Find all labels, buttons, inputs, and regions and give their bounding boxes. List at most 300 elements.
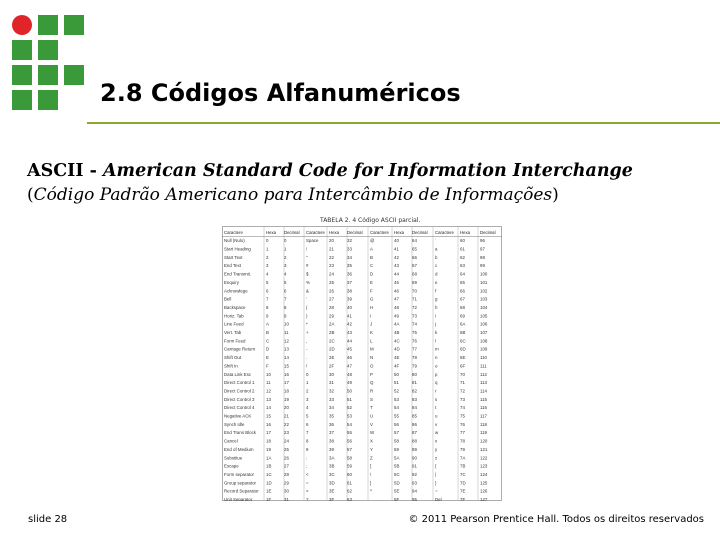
table-cell: 26 bbox=[284, 455, 289, 461]
table-cell: 65 bbox=[412, 246, 417, 252]
table-cell: 4 bbox=[306, 405, 309, 411]
table-cell: | bbox=[435, 471, 437, 477]
table-cell: 52 bbox=[347, 405, 352, 411]
table-cell: Space bbox=[306, 238, 319, 244]
table-cell: 2 bbox=[306, 388, 309, 394]
table-cell: 7 bbox=[284, 296, 287, 302]
table-cell: W bbox=[370, 430, 375, 436]
table-cell: 96 bbox=[480, 238, 485, 244]
table-cell: " bbox=[306, 254, 308, 260]
table-cell: 66 bbox=[412, 254, 417, 260]
table-cell: d bbox=[435, 271, 438, 277]
table-cell: s bbox=[435, 396, 438, 402]
table-cell: 24 bbox=[284, 438, 289, 444]
table-cell: 2D bbox=[329, 346, 335, 352]
table-cell: 6 bbox=[284, 288, 287, 294]
table-cell: End Text bbox=[224, 263, 242, 269]
table-header-cell: Caractere bbox=[306, 230, 325, 235]
table-header-cell: Caractere bbox=[224, 230, 243, 235]
table-cell: 91 bbox=[412, 463, 417, 469]
table-cell: 79 bbox=[412, 363, 417, 369]
table-cell: 30 bbox=[329, 371, 334, 377]
table-cell: 4F bbox=[394, 363, 400, 369]
table-cell: F bbox=[266, 363, 269, 369]
table-cell: 20 bbox=[329, 238, 334, 244]
table-cell: Start Heading bbox=[224, 246, 251, 252]
logo-square bbox=[38, 15, 58, 35]
table-cell: o bbox=[435, 363, 438, 369]
subtitle-line-2 bbox=[27, 185, 559, 205]
table-cell: Negative ACK bbox=[224, 413, 252, 419]
table-cell: ! bbox=[306, 246, 308, 252]
table-cell: 50 bbox=[394, 371, 399, 377]
table-cell: 0 bbox=[306, 371, 309, 377]
table-cell: 22 bbox=[329, 254, 334, 260]
table-cell: 4C bbox=[394, 338, 400, 344]
table-cell: 51 bbox=[394, 380, 399, 386]
table-cell: 38 bbox=[329, 438, 334, 444]
table-header-cell: Decimal bbox=[412, 230, 428, 235]
table-cell: 77 bbox=[412, 346, 417, 352]
table-cell: 6F bbox=[460, 363, 466, 369]
table-cell: 6E bbox=[460, 355, 466, 361]
table-cell: 120 bbox=[480, 438, 488, 444]
table-cell: y bbox=[435, 446, 438, 452]
table-cell: 61 bbox=[460, 246, 465, 252]
table-cell: Data Link Esc bbox=[224, 371, 252, 377]
table-cell: - bbox=[306, 346, 308, 352]
table-cell: 67 bbox=[460, 296, 465, 302]
paren-open: ( bbox=[27, 185, 34, 205]
logo-square bbox=[64, 15, 84, 35]
table-cell: Substitue bbox=[224, 455, 243, 461]
table-cell: ( bbox=[306, 304, 308, 310]
table-cell: 87 bbox=[412, 430, 417, 436]
table-cell: 78 bbox=[412, 355, 417, 361]
table-cell: 17 bbox=[266, 430, 271, 436]
table-cell: 9 bbox=[284, 313, 287, 319]
table-cell: 23 bbox=[329, 263, 334, 269]
table-cell: U bbox=[370, 413, 374, 419]
table-cell: 24 bbox=[329, 271, 334, 277]
table-cell: 121 bbox=[480, 446, 488, 452]
table-cell: 2F bbox=[329, 363, 335, 369]
table-cell: 4D bbox=[394, 346, 400, 352]
slide-title: 2.8 Códigos Alfanuméricos bbox=[100, 79, 461, 107]
table-cell: Unit Separator bbox=[224, 497, 253, 501]
table-cell: p bbox=[435, 371, 438, 377]
table-cell: 62 bbox=[347, 488, 352, 494]
table-cell: 2E bbox=[329, 355, 335, 361]
table-cell: G bbox=[370, 296, 374, 302]
table-cell: 31 bbox=[329, 380, 334, 386]
institution-logo bbox=[12, 15, 87, 110]
table-cell: 4E bbox=[394, 355, 400, 361]
table-cell: 106 bbox=[480, 321, 488, 327]
table-cell: 65 bbox=[460, 279, 465, 285]
subtitle-translation: Código Padrão Americano para Intercâmbio de Informações bbox=[33, 185, 553, 205]
table-cell: ^ bbox=[370, 488, 373, 494]
table-cell: 6 bbox=[266, 288, 269, 294]
table-cell: End of Medium bbox=[224, 446, 254, 452]
table-cell: e bbox=[435, 279, 438, 285]
table-header-cell: Decimal bbox=[480, 230, 496, 235]
table-cell: 127 bbox=[480, 497, 488, 501]
table-cell: 82 bbox=[412, 388, 417, 394]
table-cell: R bbox=[370, 388, 374, 394]
table-cell: 43 bbox=[394, 263, 399, 269]
table-cell: 101 bbox=[480, 279, 488, 285]
table-cell: 92 bbox=[412, 471, 417, 477]
table-cell: 72 bbox=[460, 388, 465, 394]
table-cell: 73 bbox=[460, 396, 465, 402]
table-cell: L bbox=[370, 338, 373, 344]
table-cell: 37 bbox=[329, 430, 334, 436]
table-cell: & bbox=[306, 288, 309, 294]
table-header-cell: Decimal bbox=[347, 230, 363, 235]
table-cell: T bbox=[370, 405, 373, 411]
table-cell: 23 bbox=[284, 430, 289, 436]
table-cell: 25 bbox=[329, 279, 334, 285]
table-cell: 7E bbox=[460, 488, 466, 494]
table-cell: 99 bbox=[480, 263, 485, 269]
table-cell: 71 bbox=[412, 296, 417, 302]
table-cell: 56 bbox=[394, 421, 399, 427]
table-cell: 6C bbox=[460, 338, 466, 344]
table-cell: 53 bbox=[394, 396, 399, 402]
table-cell: a bbox=[435, 246, 438, 252]
logo-red-dot bbox=[12, 15, 32, 35]
table-cell: X bbox=[370, 438, 373, 444]
table-cell: 41 bbox=[394, 246, 399, 252]
subtitle-line-1 bbox=[27, 161, 633, 181]
table-cell: 35 bbox=[347, 263, 352, 269]
table-cell: 7 bbox=[266, 296, 269, 302]
table-cell: 6 bbox=[306, 421, 309, 427]
table-cell: 8 bbox=[266, 304, 269, 310]
table-cell: 26 bbox=[329, 288, 334, 294]
table-cell: End Transmit. bbox=[224, 271, 252, 277]
table-cell: 75 bbox=[460, 413, 465, 419]
table-cell: Z bbox=[370, 455, 373, 461]
table-cell: 70 bbox=[412, 288, 417, 294]
table-cell: 32 bbox=[329, 388, 334, 394]
table-cell: 7B bbox=[460, 463, 466, 469]
table-cell: B bbox=[266, 330, 269, 335]
table-cell: 3E bbox=[329, 488, 335, 494]
table-cell: 108 bbox=[480, 338, 488, 344]
table-cell: 79 bbox=[460, 446, 465, 452]
subtitle-ascii: ASCII - bbox=[27, 161, 103, 181]
table-cell: 71 bbox=[460, 380, 465, 386]
table-cell: 36 bbox=[329, 421, 334, 427]
table-cell: z bbox=[435, 455, 438, 461]
table-cell: Form Feed bbox=[224, 338, 246, 344]
table-cell: 40 bbox=[347, 304, 352, 310]
table-cell: 5 bbox=[306, 413, 309, 419]
table-cell: 34 bbox=[329, 405, 334, 411]
table-cell: 27 bbox=[329, 296, 334, 302]
logo-square bbox=[38, 65, 58, 85]
table-cell: 1B bbox=[266, 463, 272, 469]
table-cell: } bbox=[435, 480, 437, 486]
logo-square bbox=[38, 40, 58, 60]
table-cell: I bbox=[370, 313, 372, 319]
table-cell: _ bbox=[370, 497, 373, 501]
table-cell: Shift In bbox=[224, 363, 238, 369]
table-cell: > bbox=[306, 488, 309, 494]
table-caption: TABELA 2. 4 Código ASCII parcial. bbox=[320, 217, 421, 224]
table-cell: Direct Control 3 bbox=[224, 396, 255, 402]
table-header-cell: Decimal bbox=[284, 230, 300, 235]
table-cell: Line Feed bbox=[224, 321, 244, 327]
table-cell: 68 bbox=[412, 271, 417, 277]
table-cell: 5D bbox=[394, 480, 400, 486]
table-cell: 9 bbox=[306, 446, 309, 452]
table-cell: 46 bbox=[394, 288, 399, 294]
table-cell: Enquiry bbox=[224, 279, 239, 285]
table-cell: b bbox=[435, 254, 438, 260]
table-cell: 1D bbox=[266, 480, 272, 486]
table-cell: + bbox=[306, 330, 309, 335]
table-cell: ' bbox=[306, 296, 307, 302]
table-cell: 7A bbox=[460, 455, 466, 461]
table-cell: ~ bbox=[435, 488, 438, 494]
table-cell: 5B bbox=[394, 463, 400, 469]
table-cell: . bbox=[306, 355, 308, 361]
table-cell: 5 bbox=[284, 279, 287, 285]
table-cell: 105 bbox=[480, 313, 488, 319]
table-cell: 33 bbox=[329, 396, 334, 402]
table-cell: A bbox=[266, 321, 269, 327]
table-cell: 119 bbox=[480, 430, 487, 436]
table-cell: 35 bbox=[329, 413, 334, 419]
table-cell: k bbox=[435, 330, 438, 335]
table-cell: $ bbox=[306, 271, 309, 277]
table-cell: 14 bbox=[284, 355, 289, 361]
title-divider bbox=[87, 122, 720, 124]
table-cell: C bbox=[370, 263, 374, 269]
table-cell: 73 bbox=[412, 313, 417, 319]
table-cell: 59 bbox=[347, 463, 352, 469]
table-cell: v bbox=[435, 421, 438, 427]
table-cell: 118 bbox=[480, 421, 487, 427]
table-cell: ) bbox=[306, 313, 308, 319]
table-cell: 36 bbox=[347, 271, 352, 277]
copyright-notice: © 2011 Pearson Prentice Hall. Todos os direitos reservados bbox=[408, 514, 704, 525]
table-cell: 13 bbox=[284, 346, 289, 352]
table-cell: 56 bbox=[347, 438, 352, 444]
table-cell: 100 bbox=[480, 271, 488, 277]
table-cell: 45 bbox=[394, 279, 399, 285]
table-cell: Bell bbox=[224, 296, 232, 302]
table-cell: 57 bbox=[394, 430, 399, 436]
table-cell: 28 bbox=[329, 304, 334, 310]
table-cell: l bbox=[435, 338, 436, 344]
table-cell: 69 bbox=[412, 279, 417, 285]
table-cell: 77 bbox=[460, 430, 465, 436]
table-cell: 125 bbox=[480, 480, 488, 486]
table-cell: 8 bbox=[284, 304, 287, 310]
table-cell: 57 bbox=[347, 446, 352, 452]
table-cell: 8 bbox=[306, 438, 309, 444]
table-cell: 7 bbox=[306, 430, 309, 436]
table-cell: 19 bbox=[266, 446, 271, 452]
table-cell: Direct Control 1 bbox=[224, 380, 255, 386]
table-cell: Horiz. Tab bbox=[224, 313, 244, 319]
table-cell: 66 bbox=[460, 288, 465, 294]
table-cell: 10 bbox=[284, 321, 289, 327]
logo-square bbox=[12, 40, 32, 60]
logo-square bbox=[12, 90, 32, 110]
table-cell: 49 bbox=[394, 313, 399, 319]
table-cell: 1E bbox=[266, 488, 272, 494]
table-cell: 1 bbox=[266, 246, 269, 252]
table-cell: Synch Idle bbox=[224, 421, 245, 427]
table-cell: 44 bbox=[394, 271, 399, 277]
table-cell: Group separator bbox=[224, 480, 256, 486]
table-cell: 123 bbox=[480, 463, 488, 469]
table-cell: 6B bbox=[460, 330, 466, 335]
table-cell: 63 bbox=[347, 497, 352, 501]
table-cell: 53 bbox=[347, 413, 352, 419]
table-cell: Cancel bbox=[224, 438, 238, 444]
table-cell: , bbox=[306, 338, 308, 344]
table-cell: 88 bbox=[412, 438, 417, 444]
table-cell: 58 bbox=[347, 455, 352, 461]
table-cell: 74 bbox=[460, 405, 465, 411]
table-cell: 60 bbox=[460, 238, 465, 244]
table-cell: 54 bbox=[347, 421, 352, 427]
table-cell: 63 bbox=[460, 263, 465, 269]
table-cell: r bbox=[435, 388, 437, 394]
table-cell: 43 bbox=[347, 330, 352, 335]
table-cell: 27 bbox=[284, 463, 289, 469]
logo-square bbox=[64, 65, 84, 85]
table-cell: 50 bbox=[347, 388, 352, 394]
table-cell: 117 bbox=[480, 413, 487, 419]
table-cell: = bbox=[306, 480, 309, 486]
table-cell: ; bbox=[306, 463, 308, 469]
table-cell: 81 bbox=[412, 380, 417, 386]
table-cell: 49 bbox=[347, 380, 352, 386]
table-cell: E bbox=[370, 279, 373, 285]
table-cell: 42 bbox=[394, 254, 399, 260]
table-cell: 16 bbox=[284, 371, 289, 377]
table-cell: 122 bbox=[480, 455, 488, 461]
table-cell: 126 bbox=[480, 488, 488, 494]
table-cell: 2B bbox=[329, 330, 335, 335]
table-cell: 1 bbox=[284, 246, 287, 252]
table-cell: 15 bbox=[266, 413, 271, 419]
table-cell: 116 bbox=[480, 405, 487, 411]
table-cell: 21 bbox=[329, 246, 334, 252]
table-cell: t bbox=[435, 405, 437, 411]
table-cell: P bbox=[370, 371, 373, 377]
table-cell: 102 bbox=[480, 288, 488, 294]
table-cell: i bbox=[435, 313, 436, 319]
table-cell: u bbox=[435, 413, 438, 419]
table-cell: 62 bbox=[460, 254, 465, 260]
table-cell: Record Separator bbox=[224, 488, 259, 494]
table-cell: V bbox=[370, 421, 373, 427]
table-cell: 1F bbox=[266, 497, 272, 501]
table-cell: 97 bbox=[480, 246, 485, 252]
table-cell: 48 bbox=[347, 371, 352, 377]
table-cell: / bbox=[306, 363, 308, 369]
table-cell: 69 bbox=[460, 313, 465, 319]
table-cell: 3 bbox=[306, 396, 309, 402]
table-cell: 113 bbox=[480, 380, 487, 386]
table-cell: 98 bbox=[480, 254, 485, 260]
table-cell: f bbox=[435, 288, 437, 294]
table-cell: 2 bbox=[266, 254, 269, 260]
table-cell: Direct Control 4 bbox=[224, 405, 255, 411]
table-cell: 103 bbox=[480, 296, 488, 302]
table-cell: # bbox=[306, 263, 309, 269]
table-cell: 9 bbox=[266, 313, 269, 319]
logo-square bbox=[38, 90, 58, 110]
table-cell: 111 bbox=[480, 363, 487, 369]
table-cell: 18 bbox=[284, 388, 289, 394]
table-cell: 3A bbox=[329, 455, 335, 461]
table-cell: 2 bbox=[284, 254, 287, 260]
table-cell: 0 bbox=[284, 238, 287, 244]
table-cell: 37 bbox=[347, 279, 352, 285]
table-cell: 3 bbox=[266, 263, 269, 269]
table-cell: 104 bbox=[480, 304, 488, 310]
table-cell: Shift Out bbox=[224, 355, 242, 361]
table-cell: ` bbox=[435, 238, 437, 244]
table-cell: 25 bbox=[284, 446, 289, 452]
table-cell: 4 bbox=[284, 271, 287, 277]
table-cell: 47 bbox=[347, 363, 352, 369]
table-cell: 47 bbox=[394, 296, 399, 302]
logo-square bbox=[12, 65, 32, 85]
table-cell: 3B bbox=[329, 463, 335, 469]
table-cell: H bbox=[370, 304, 374, 310]
table-header-cell: Caractere bbox=[370, 230, 389, 235]
table-cell: O bbox=[370, 363, 374, 369]
table-cell: 11 bbox=[284, 330, 289, 335]
table-cell: 52 bbox=[394, 388, 399, 394]
table-cell: 55 bbox=[394, 413, 399, 419]
table-cell: D bbox=[370, 271, 374, 277]
slide-number: slide 28 bbox=[28, 514, 68, 525]
table-cell: B bbox=[370, 254, 373, 260]
table-cell: j bbox=[435, 321, 436, 327]
table-cell: 30 bbox=[284, 488, 289, 494]
table-cell: 74 bbox=[412, 321, 417, 327]
table-cell: 44 bbox=[347, 338, 352, 344]
table-cell: 39 bbox=[329, 446, 334, 452]
table-cell: 22 bbox=[284, 421, 289, 427]
table-cell: 12 bbox=[284, 338, 289, 344]
table-cell: 18 bbox=[266, 438, 271, 444]
table-cell: 11 bbox=[266, 380, 271, 386]
table-cell: 76 bbox=[460, 421, 465, 427]
table-cell: C bbox=[266, 338, 270, 344]
table-cell: 16 bbox=[266, 421, 271, 427]
table-cell: 84 bbox=[412, 405, 417, 411]
table-cell: 58 bbox=[394, 438, 399, 444]
table-header-cell: Hexa bbox=[460, 230, 471, 235]
table-cell: 115 bbox=[480, 396, 487, 402]
table-cell: 3 bbox=[284, 263, 287, 269]
table-cell: 5E bbox=[394, 488, 400, 494]
table-cell: 70 bbox=[460, 371, 465, 377]
table-cell: 4A bbox=[394, 321, 400, 327]
